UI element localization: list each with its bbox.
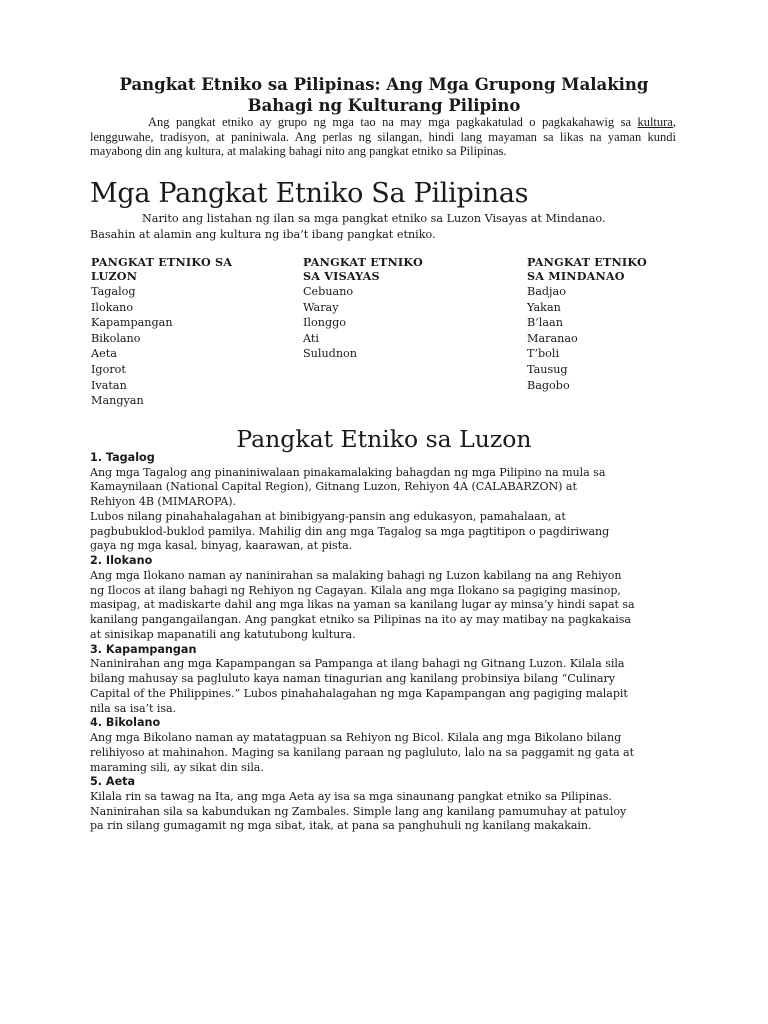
entry-line: Naninirahan ang mga Kapampangan sa Pampanga at ilang bahagi ng Gitnang Luzon. Kilala sila <box>90 657 625 671</box>
list-item: Cebuano <box>303 285 354 298</box>
luzon-sub-heading: Pangkat Etniko sa Luzon <box>236 425 532 453</box>
luzon-entries <box>90 451 690 834</box>
entry-line: Kilala rin sa tawag na Ita, ang mga Aeta ay isa sa mga sinaunang pangkat etniko sa Pilipinas. <box>90 789 612 803</box>
entry-tagalog <box>90 451 690 554</box>
ethnic-group-list-luzon <box>91 284 271 409</box>
entry-line: pagbubuklod-buklod pamilya. Mahilig din ang mga Tagalog sa mga pagtitipon o pagdiriwang <box>90 524 610 538</box>
entry-body <box>90 657 690 716</box>
column-header-line-2: LUZON <box>91 269 138 283</box>
entry-title: 1. Tagalog <box>90 451 155 464</box>
entry-line: kanilang pangangailangan. Ang pangkat etniko sa Pilipinas na ito ay may matibay na pagkakaisa <box>90 613 631 627</box>
list-item: T’boli <box>527 347 560 361</box>
entry-title: 4. Bikolano <box>90 716 161 730</box>
list-item: Aeta <box>91 347 117 361</box>
list-item: B’laan <box>527 316 563 330</box>
entry-body <box>90 466 690 555</box>
list-item: Suludnon <box>303 347 357 361</box>
entry-body <box>90 569 690 643</box>
entry-line: Kamaynilaan (National Capital Region), Gitnang Luzon, Rehiyon 4A (CALABARZON) at <box>90 480 577 494</box>
list-item: Waray <box>303 300 339 314</box>
list-item: Bikolano <box>91 331 141 345</box>
entry-kapampangan <box>90 643 690 717</box>
list-item: Ivatan <box>91 378 127 392</box>
column-header-luzon <box>91 255 271 283</box>
list-item: Igorot <box>91 362 126 376</box>
column-header-line-2: SA VISAYAS <box>303 269 380 283</box>
list-item: Kapampangan <box>91 316 173 330</box>
list-item: Ati <box>303 331 319 345</box>
entry-title: 3. Kapampangan <box>90 642 197 656</box>
entry-line: Lubos nilang pinahahalagahan at binibigyang-pansin ang edukasyon, pamahalaan, at <box>90 509 566 523</box>
entry-line: Ang mga Tagalog ang pinaniniwalaan pinakamalaking bahagdan ng mga Pilipino na mula sa <box>90 465 606 479</box>
column-mindanao <box>527 255 697 393</box>
column-header-line-2: SA MINDANAO <box>527 269 625 283</box>
list-intro-line-2: Basahin at alamin ang kultura ng iba’t ibang pangkat etniko. <box>90 227 436 241</box>
column-header-line-1: PANGKAT ETNIKO <box>527 255 647 269</box>
column-header-mindanao <box>527 255 697 283</box>
intro-text-after-link: , lengguwahe, tradisyon, at paniniwala. Ang perlas ng silangan, hindi lang mayaman sa likas na yaman kundi mayabong din ang kultura, at malaking bahagi nito ang pangkat etniko sa Pilipinas. <box>90 115 676 159</box>
entry-line: masipag, at madiskarte dahil ang mga likas na yaman sa kanilang lugar ay minsa’y hindi sapat sa <box>90 598 635 612</box>
entry-line: nila sa isa’t isa. <box>90 701 177 715</box>
entry-bikolano <box>90 716 690 775</box>
entry-line: pa rin silang gumagamit ng mga sibat, itak, at pana sa panghuhuli ng kanilang makakain. <box>90 819 592 833</box>
entry-line: Rehiyon 4B (MIMAROPA). <box>90 495 237 509</box>
ethnic-group-list-mindanao <box>527 284 697 393</box>
list-item: Tausug <box>527 362 568 376</box>
list-intro-paragraph <box>90 211 690 242</box>
intro-text-before-link: Ang pangkat etniko ay grupo ng mga tao na may mga pagkakatulad o pagkakahawig sa <box>148 115 638 129</box>
entry-line: ng Ilocos at ilang bahagi ng Rehiyon ng Cagayan. Kilala ang mga Ilokano sa pagiging masinop, <box>90 583 621 597</box>
entry-line: bilang mahusay sa pagluluto kaya naman tinagurian ang kanilang probinsiya bilang “Culinary <box>90 672 615 686</box>
entry-body <box>90 790 690 834</box>
column-header-line-1: PANGKAT ETNIKO <box>303 255 423 269</box>
entry-line: Ang mga Ilokano naman ay naninirahan sa malaking bahagi ng Luzon kabilang na ang Rehiyon <box>90 568 622 582</box>
entry-line: maraming sili, ay sikat din sila. <box>90 760 264 774</box>
entry-line: at sinisikap mapanatili ang katutubong kultura. <box>90 627 356 641</box>
column-luzon <box>91 255 271 409</box>
section-heading: Mga Pangkat Etniko Sa Pilipinas <box>90 178 529 209</box>
list-item: Ilonggo <box>303 316 346 330</box>
column-header-line-1: PANGKAT ETNIKO SA <box>91 255 233 269</box>
column-header-visayas <box>303 255 473 283</box>
list-item: Bagobo <box>527 378 570 392</box>
entry-ilokano <box>90 554 690 642</box>
entry-line: Capital of the Philippines.” Lubos pinahahalagahan ng mga Kapampangan ang pagiging malapit <box>90 686 628 700</box>
entry-body <box>90 731 690 775</box>
entry-aeta <box>90 775 690 834</box>
list-item: Mangyan <box>91 394 144 408</box>
kultura-link[interactable]: kultura <box>637 115 673 129</box>
ethnic-group-list-visayas <box>303 284 473 362</box>
entry-line: relihiyoso at mahinahon. Maging sa kanilang paraan ng pagluluto, lalo na sa paggamit ng gata at <box>90 745 635 759</box>
list-item: Badjao <box>527 285 566 298</box>
entry-line: Ang mga Bikolano naman ay matatagpuan sa Rehiyon ng Bicol. Kilala ang mga Bikolano bilang <box>90 730 622 744</box>
list-intro-line-1: Narito ang listahan ng ilan sa mga pangkat etniko sa Luzon Visayas at Mindanao. <box>142 212 606 225</box>
list-item: Tagalog <box>91 285 136 298</box>
list-item: Ilokano <box>91 300 134 314</box>
entry-line: Naninirahan sila sa kabundukan ng Zambales. Simple lang ang kanilang pamumuhay at patuloy <box>90 804 627 818</box>
list-item: Yakan <box>527 300 561 314</box>
entry-title: 2. Ilokano <box>90 554 153 568</box>
entry-title: 5. Aeta <box>90 775 136 789</box>
column-visayas <box>303 255 473 362</box>
intro-paragraph <box>90 115 676 159</box>
document-title: Pangkat Etniko sa Pilipinas: Ang Mga Grupong Malaking Bahagi ng Kulturang Pilipino <box>119 75 649 115</box>
entry-line: gaya ng mga kasal, binyag, kaarawan, at pista. <box>90 539 353 553</box>
list-item: Maranao <box>527 331 578 345</box>
